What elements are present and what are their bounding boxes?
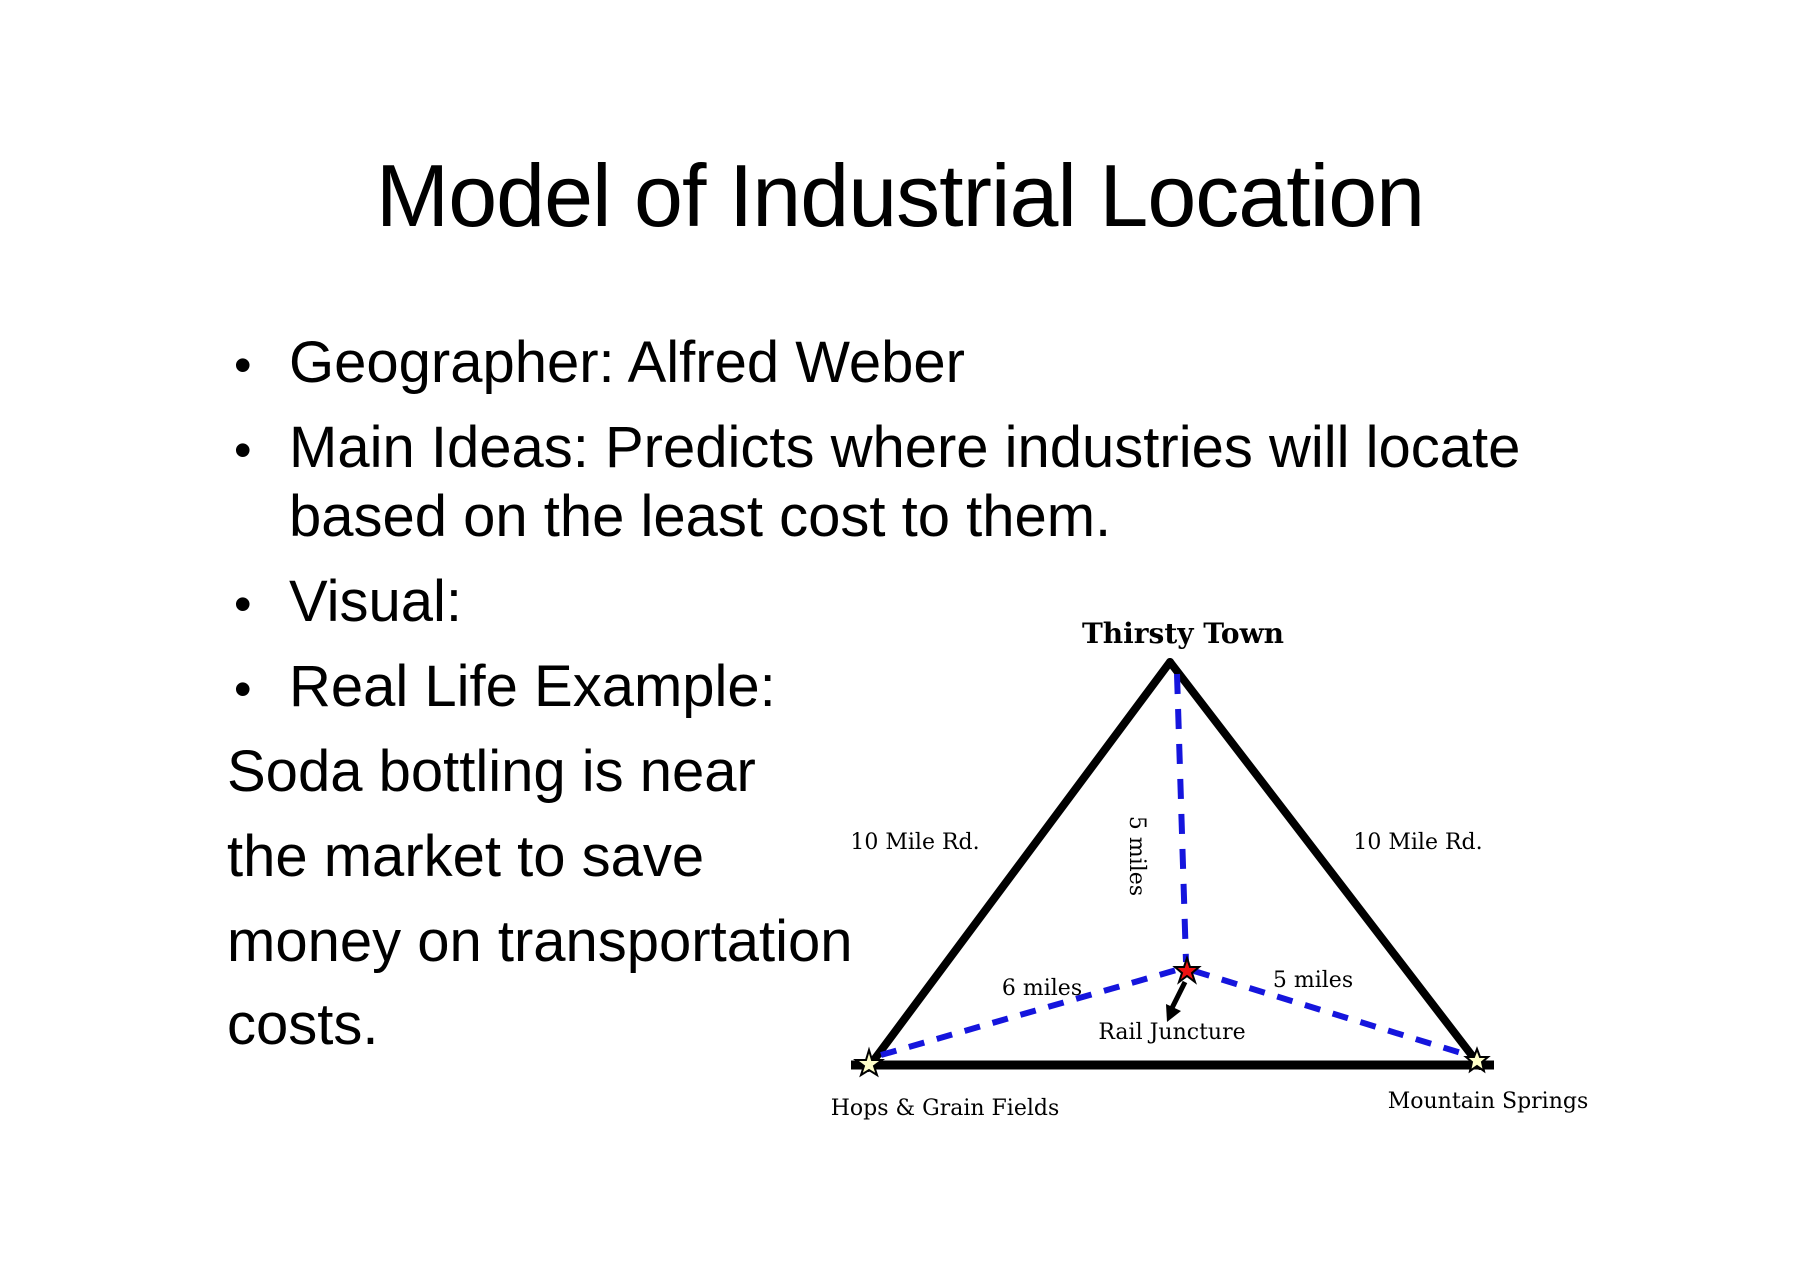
bullet-text: Main Ideas: Predicts where industries will locate: [289, 415, 1521, 480]
bullet-text: based on the least cost to them.: [289, 484, 1112, 549]
top-vertex-label: Thirsty Town: [1081, 617, 1285, 650]
bullet-marker: •: [234, 661, 252, 717]
slide-title: Model of Industrial Location: [375, 146, 1425, 245]
right-distance-label: 5 miles: [1272, 968, 1354, 993]
paragraph-text: Soda bottling is near: [227, 739, 756, 804]
paragraph-text: costs.: [227, 992, 379, 1057]
right-road-label: 10 Mile Rd.: [1353, 830, 1483, 855]
bullet-text: Geographer: Alfred Weber: [289, 330, 965, 395]
bottom-left-vertex-label: Hops & Grain Fields: [830, 1096, 1060, 1121]
bullet-marker: •: [234, 422, 252, 478]
bullet-text: Visual:: [289, 569, 463, 634]
vertical-distance-label: 5 miles: [1124, 815, 1149, 897]
paragraph-text: the market to save: [227, 824, 705, 889]
junction-label: Rail Juncture: [1098, 1020, 1246, 1045]
left-road-label: 10 Mile Rd.: [850, 830, 980, 855]
bottom-right-vertex-label: Mountain Springs: [1387, 1089, 1589, 1114]
route-town-dashed: [1177, 674, 1186, 962]
triangle-right-edge: [1170, 662, 1483, 1066]
bullet-text: Real Life Example:: [289, 654, 776, 719]
bullet-marker: •: [234, 337, 252, 393]
paragraph-text: money on transportation: [227, 909, 853, 974]
left-distance-label: 6 miles: [1001, 976, 1083, 1001]
junction-arrow: [1171, 982, 1185, 1010]
junction-star: [1175, 958, 1199, 982]
bullet-marker: •: [234, 576, 252, 632]
